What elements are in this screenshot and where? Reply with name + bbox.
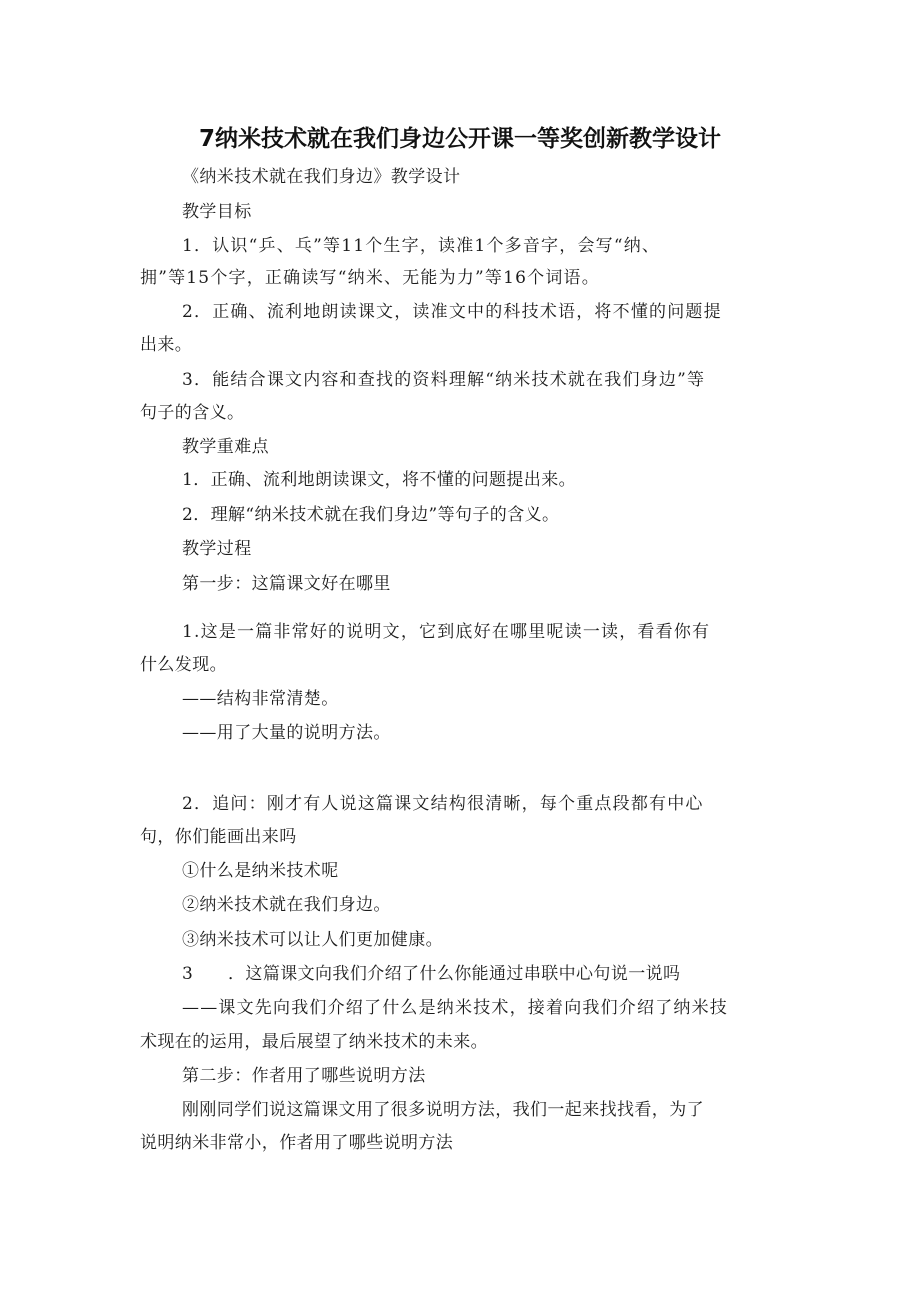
objective-2-line-2: 出来。 <box>140 335 193 355</box>
step-1-item-3: 3 ．这篇课文向我们介绍了什么你能通过串联中心句说一说吗 <box>182 964 681 984</box>
objective-1-line-2: 拥”等15个字，正确读写“纳米、无能为力”等16个词语。 <box>140 268 600 288</box>
step-1-item-3-answer-line-2: 术现在的运用，最后展望了纳米技术的未来。 <box>140 1032 488 1052</box>
key-point-1: 1．正确、流利地朗读课文，将不懂的问题提出来。 <box>182 470 577 490</box>
central-sentence-2: ②纳米技术就在我们身边。 <box>182 895 391 915</box>
step-1-answer-1: ——结构非常清楚。 <box>182 689 339 709</box>
document-title: 7纳米技术就在我们身边公开课一等奖创新教学设计 <box>198 126 721 152</box>
step-1-item-3-answer-line-1: ——课文先向我们介绍了什么是纳米技术，接着向我们介绍了纳米技 <box>182 998 728 1018</box>
step-1-item-1-line-2: 什么发现。 <box>140 655 227 675</box>
heading-key-points: 教学重难点 <box>182 437 269 457</box>
objective-3-line-1: 3．能结合课文内容和查找的资料理解“纳米技术就在我们身边”等 <box>182 370 706 390</box>
key-point-2: 2．理解“纳米技术就在我们身边”等句子的含义。 <box>182 505 560 525</box>
step-1-answer-2: ——用了大量的说明方法。 <box>182 723 391 743</box>
step-2-paragraph-line-1: 刚刚同学们说这篇课文用了很多说明方法，我们一起来找找看，为了 <box>182 1100 704 1120</box>
objective-2-line-1: 2．正确、流利地朗读课文，读准文中的科技术语，将不懂的问题提 <box>182 302 722 322</box>
heading-objectives: 教学目标 <box>182 202 252 222</box>
step-1-item-1-line-1: 1.这是一篇非常好的说明文，它到底好在哪里呢读一读，看看你有 <box>182 622 711 642</box>
step-1-heading: 第一步：这篇课文好在哪里 <box>182 574 391 594</box>
step-2-heading: 第二步：作者用了哪些说明方法 <box>182 1066 426 1086</box>
step-1-item-2-line-2: 句，你们能画出来吗 <box>140 827 297 847</box>
step-1-item-2-line-1: 2．追问：刚才有人说这篇课文结构很清晰，每个重点段都有中心 <box>182 794 704 814</box>
subtitle-line: 《纳米技术就在我们身边》教学设计 <box>182 167 461 187</box>
objective-1-line-1: 1．认识“乒、乓”等11个生字，读准1个多音字，会写“纳、 <box>182 236 661 256</box>
central-sentence-1: ①什么是纳米技术呢 <box>182 861 339 881</box>
step-2-paragraph-line-2: 说明纳米非常小，作者用了哪些说明方法 <box>140 1133 454 1153</box>
objective-3-line-2: 句子的含义。 <box>140 403 245 423</box>
heading-process: 教学过程 <box>182 539 252 559</box>
central-sentence-3: ③纳米技术可以让人们更加健康。 <box>182 930 443 950</box>
